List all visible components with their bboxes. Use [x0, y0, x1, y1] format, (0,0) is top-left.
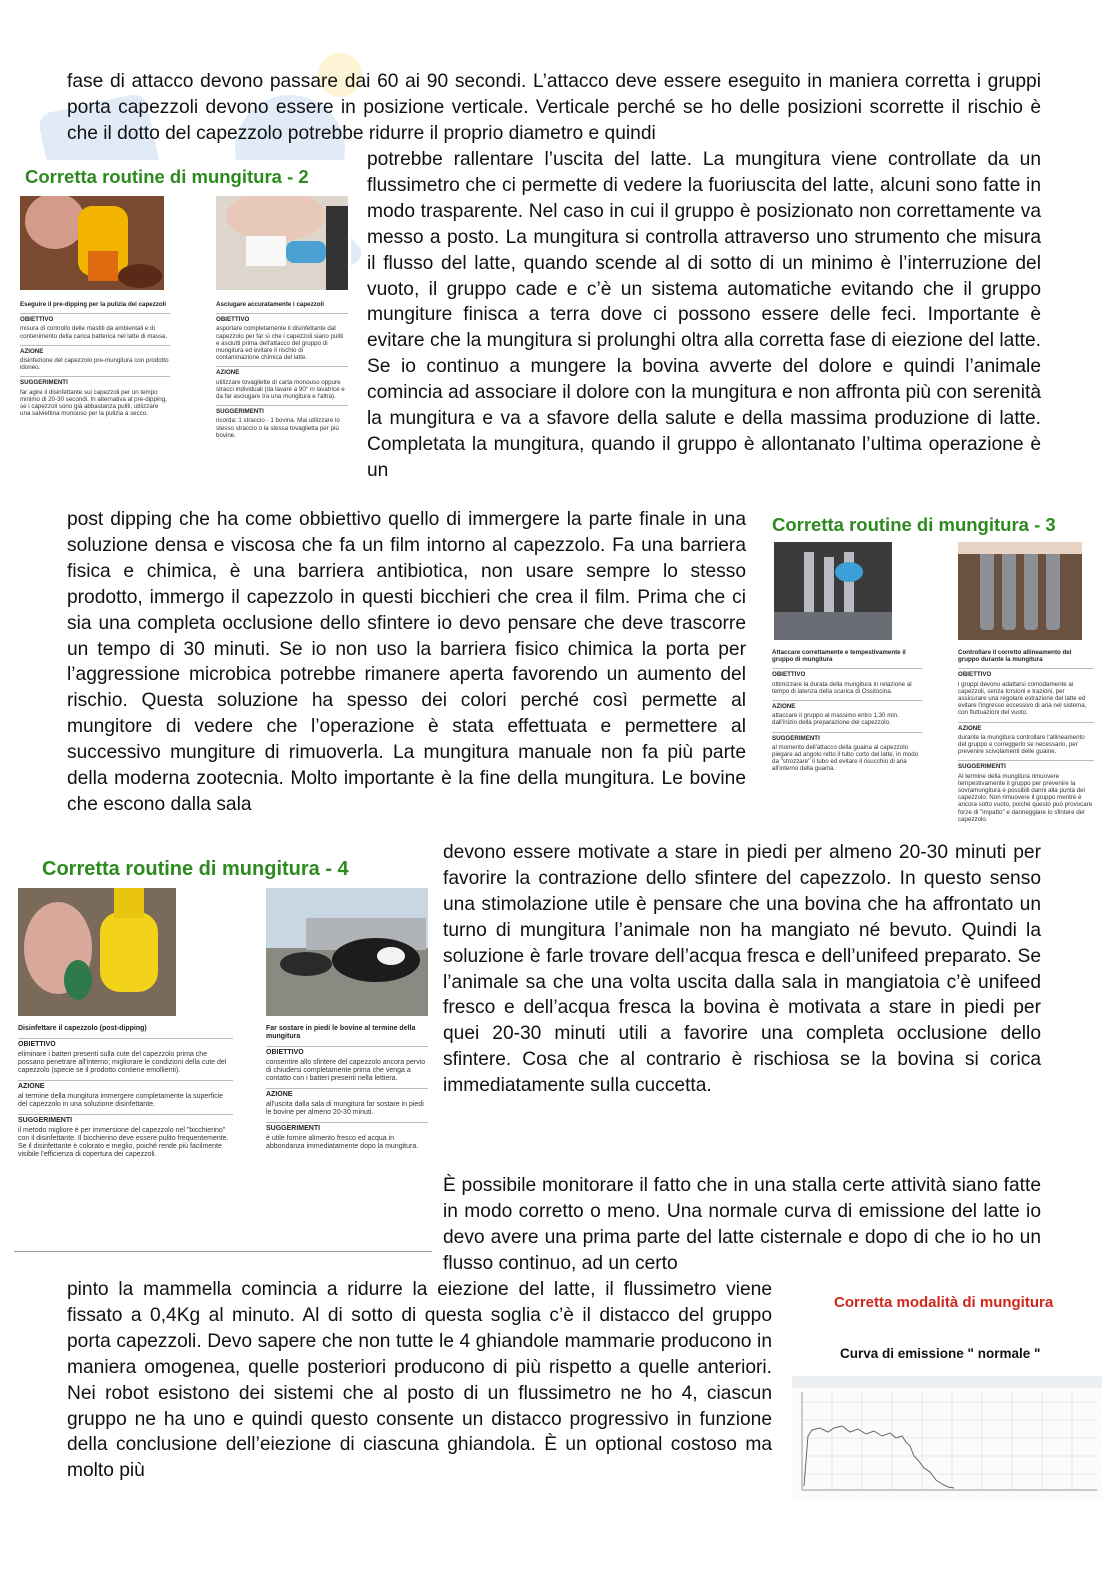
figure-title: Corretta routine di mungitura - 4	[42, 858, 349, 880]
photo-post-dipping	[18, 888, 176, 1016]
paragraph-5: È possibile monitorare il fatto che in una stalla certe attività siano fatte in modo corretto o meno. Una normale curva di emissione del latte io devo avere una prima parte del latte cisternale e dopo di che io ho un flusso continuo, ad un certo	[443, 1175, 1041, 1274]
chart-header-bar	[792, 1376, 1102, 1388]
figure-title: Corretta routine di mungitura - 3	[772, 514, 1056, 535]
fig4-col-right: Far sostare in piedi le bovine al termine della mungitura OBIETTIVO consentire allo sfintere del capezzolo ancora pervio di chiudersi completamente prima che venga a contatto con i batteri presenti nella lettiera. AZIONE all'uscita dalla sala di mungitura far sostare in piedi le bovine per almeno 20-30 minuti. SUGGERIMENTI è utile fornire alimento fresco ed acqua in abbondanza immediatamente dopo la mungitura.	[266, 1022, 428, 1151]
figure-title: Corretta routine di mungitura - 2	[25, 166, 309, 187]
photo-attaching-cluster	[774, 542, 892, 640]
fig4-col-left: Disinfettare il capezzolo (post-dipping) OBIETTIVO eliminare i batteri presenti sulla cute del capezzolo prima che possano penetrare all'interno; migliorare le condizioni della cute del capezzolo (specie se il prodotto contiene emollienti). AZIONE al termine della mungitura immergere completamente la superficie del capezzolo in una soluzione disinfettante. SUGGERIMENTI il metodo migliore è per immersione del capezzolo nel "bicchierino" con il disinfettante. Il bicchierino deve essere pulito frequentemente. Se il disinfettante è colorato e meglio, poiché rende più facilmente visibile l'efficienza di copertura dei capezzoli.	[18, 1022, 233, 1159]
figure-subtitle: Curva di emissione " normale "	[840, 1346, 1041, 1361]
figure-emission-curve	[788, 1290, 1106, 1502]
paragraph-2: potrebbe rallentare l’uscita del latte. La mungitura viene controllate da un flussimetro che ci permette di vedere la fuoriuscita del latte, alcuni sono fatte in modo trasparente. Nel caso in cui il gruppo è posizionato non correttamente va messo a posto. La mungitura si controlla attraverso uno strumento che misura il flusso del latte, quando scende al di sotto di un minimo è l’interruzione del vuoto, il gruppo cade e c’è un sistema automatiche evitando che il gruppo mungiture finisca a terra dove ci possono essere delle feci. Importante è evitare che la mungitura si prolunghi oltra alla corretta fase di eiezione del latte. Se io continuo a mungere la bovina avverte del dolore e quindi l’animale comincia ad associare il dolore con la mungitura e non affronta più con serenità la mungitura e va a sfavore della salute e della massima produzione di latte. Completata la mungitura, quando il gruppo è allontanato l’ultima operazione è un	[367, 149, 1041, 481]
paragraph-4: devono essere motivate a stare in piedi per almeno 20-30 minuti per favorire la contrazione dello sfintere del capezzolo. In questo senso una stimolazione utile è pensare che una bovina che ha affrontato un turno di mungitura l’animale non ha mangiato né bevuto. Quindi la soluzione è farle trovare dell’acqua fresca e dell’unifeed preparato. Se l’animale sa che una volta uscita dalla sala in mangiatoia c’è unifeed fresco e dell’acqua fresca la bovina è motivata a stare in piedi per quei 20-30 minuti utili a favorire una completa occlusione dello sfintere. Cosa che al contrario è rischiosa se la bovina si corica immediatamente sulla cuccetta.	[443, 842, 1041, 1097]
figure-bottom-rule	[14, 1251, 432, 1252]
paragraph-3: post dipping che ha come obbiettivo quello di immergere la parte finale in una soluzione densa e viscosa che fa un film intorno al capezzolo. Fa una barriera fisica e chimica, è una barriera antibiotica, non usare sempre lo stesso prodotto, immergo il capezzolo in questi bicchieri che crea il film. Prima che ci sia una completa occlusione dello sfintere io devo pensare che deve trascorre un tempo di 30 minuti. Se io non uso la barriera fisico chimica la porta per l’aggressione microbica potrebbe rimanere aperta favorendo un aumento del rischio. Questa soluzione ha spesso dei colori perché così permette al mungitore di vedere che l’operazione è stata effettuata e permettere al successivo mungiture di rimuoverla. La mungitura manuale non fa più parte della moderna zootecnia. Molto importante è la fine della mungitura. Le bovine che escono dalla sala	[67, 509, 746, 815]
fig2-col-left: Eseguire il pre-dipping per la pulizia dei capezzoli OBIETTIVO misura di controllo delle mastiti da ambientali e di contenimento della carica batterica nel latte di massa. AZIONE disinfezione del capezzolo pre-mungitura con prodotto idoneo. SUGGERIMENTI far agire il disinfettante sui capezzoli per un tempo minimo di 20-30 secondi. In alternativa al pre-dipping, se i capezzoli sono già abbastanza puliti, utilizzare una salviettina monouso per la pulizia a secco.	[20, 301, 169, 418]
figure-routine-4	[14, 852, 432, 1252]
photo-drying-teats	[216, 196, 348, 290]
fig2-col-right: Asciugare accuratamente i capezzoli OBIETTIVO asportare completamente il disinfettante dal capezzolo per far sì che i capezzoli siano puliti e asciutti prima dell'attacco del gruppo di mungitura ed evitare il rischio di contaminazione chimica del latte. AZIONE utilizzare tovagliette di carta monouso oppure stracci individuali (da lavare a 90° in lavatrice e da far asciugare tra una mungitura e l'altra). SUGGERIMENTI ricorda: 1 straccio - 1 bovina. Mai utilizzare lo stesso straccio o la stessa tovaglietta per più bovine.	[216, 298, 348, 439]
figure-routine-2	[16, 160, 351, 500]
photo-cluster-alignment	[958, 542, 1082, 640]
figure-routine-3	[768, 510, 1098, 850]
photo-pre-dipping	[20, 196, 164, 290]
emission-curve-chart	[792, 1376, 1102, 1500]
figure-title: Corretta modalità di mungitura	[834, 1294, 1054, 1311]
paragraph-1: fase di attacco devono passare dai 60 ai 90 secondi. L’attacco deve essere eseguito in maniera corretta i gruppi porta capezzoli devono essere in posizione verticale. Verticale perché se ho delle posizioni scorrette il rischio è che il dotto del capezzolo potrebbe ridurre il proprio diametro e quindi	[67, 71, 1041, 144]
fig3-col-right: Controllare il corretto allineamento del gruppo durante la mungitura OBIETTIVO i gruppi devono adattarsi comodamente ai capezzoli, senza torsioni e trazioni, per assicurare una regolare estrazione del latte ed evitare l'ingresso eccessivo di aria nel sistema, con fluttuazioni del vuoto. AZIONE durante la mungitura controllare l'allineamento del gruppo e correggerlo se necessario, per prevenire scivolamenti delle guaine. SUGGERIMENTI Al termine della mungitura rimuovere tempestivamente il gruppo per prevenire la sovramungitura e possibili danni alla punta del capezzolo. Non rimuovere il gruppo mentre è ancora sotto vuoto, poiché questo può provocare forze di "impatto" e danneggiare lo sfintere del capezzolo.	[958, 649, 1093, 823]
fig3-col-left: Attaccare correttamente e tempestivamente il gruppo di mungitura OBIETTIVO ottimizzare la durata della mungitura in relazione al tempo di latenza della scarica di Ossitocina. AZIONE attaccare il gruppo al massimo entro 1,30 min. dall'inizio della preparazione del capezzolo. SUGGERIMENTI al momento dell'attacco della guaina al capezzolo piegare ad angolo retto il tubo corto del latte, in modo da "strozzare" il tubo ed evitare il risucchio di aria all'interno della guaina.	[772, 646, 922, 773]
photo-cows-standing	[266, 888, 428, 1016]
paragraph-6: pinto la mammella comincia a ridurre la eiezione del latte, il flussimetro viene fissato a 0,4Kg al minuto. Al di sotto di questa soglia c’è il distacco del gruppo porta capezzoli. Devo sapere che non tutte le 4 ghiandole mammarie producono in maniera omogenea, quelle posteriori producono di più rispetto a quelle anteriori. Nei robot esistono dei sistemi che al posto di un flussimetro ne ho 4, ciascun gruppo ne ha uno e quindi questo consente un distacco progressivo in funzione della conclusione dell’eiezione di ciascuna ghiandola. È un optional costoso ma molto più	[67, 1279, 772, 1482]
